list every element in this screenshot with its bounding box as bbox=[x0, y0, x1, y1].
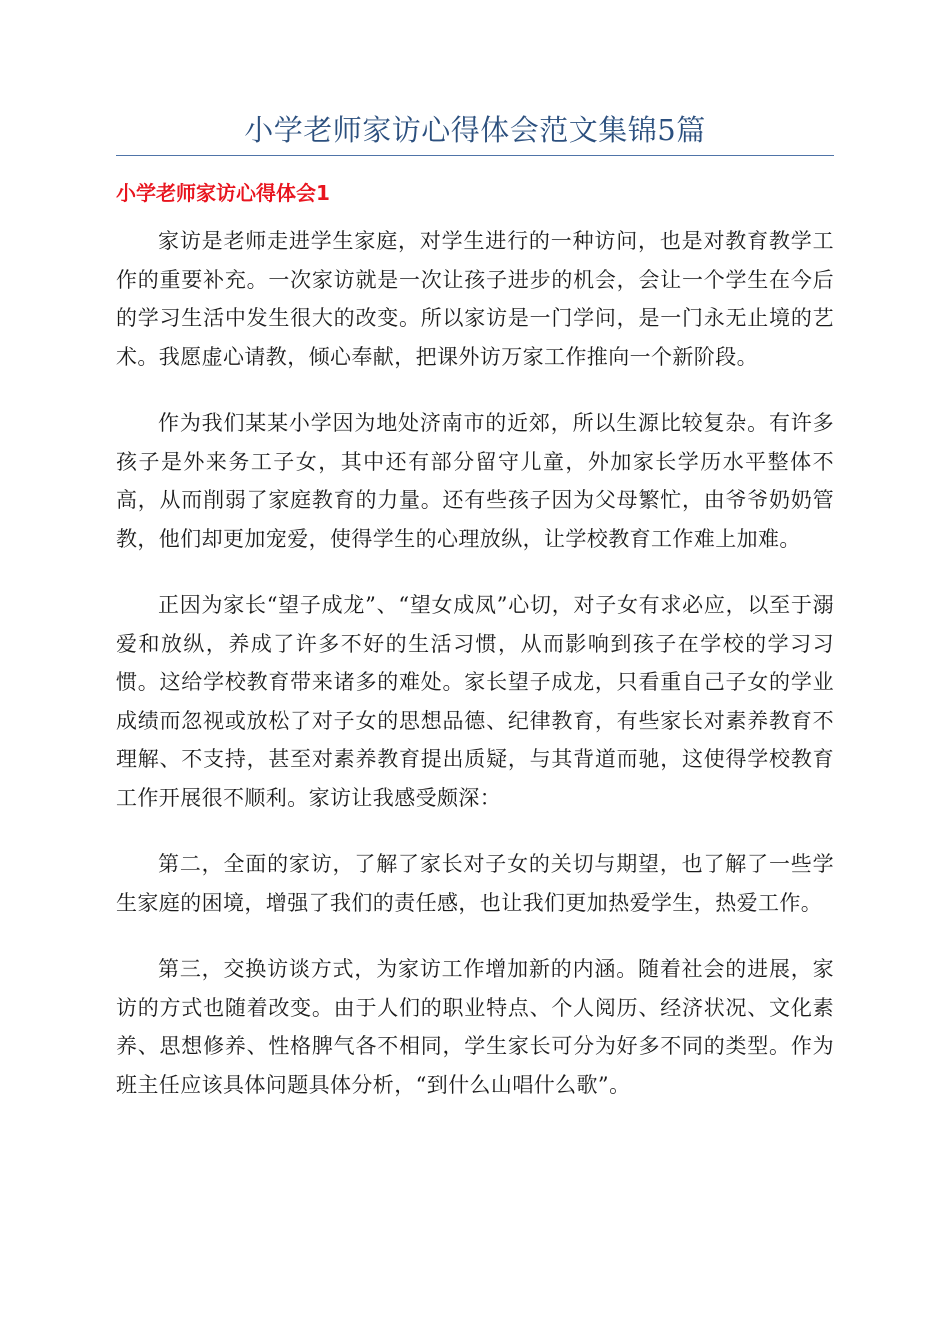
paragraph-1: 家访是老师走进学生家庭，对学生进行的一种访问，也是对教育教学工作的重要补充。一次家访就是一次让孩子进步的机会，会让一个学生在今后的学习生活中发生很大的改变。所以家访是一门学问，是一门永无止境的艺术。我愿虚心请教，倾心奉献，把课外访万家工作推向一个新阶段。 bbox=[116, 229, 834, 369]
paragraph-2: 作为我们某某小学因为地处济南市的近郊，所以生源比较复杂。有许多孩子是外来务工子女，其中还有部分留守儿童，外加家长学历水平整体不高，从而削弱了家庭教育的力量。还有些孩子因为父母繁忙，由爷爷奶奶管教，他们却更加宠爱，使得学生的心理放纵，让学校教育工作难上加难。 bbox=[116, 411, 834, 551]
paragraph-3: 正因为家长“望子成龙”、“望女成凤”心切，对子女有求必应，以至于溺爱和放纵，养成了许多不好的生活习惯，从而影响到孩子在学校的学习习惯。这给学校教育带来诸多的难处。家长望子成龙，只看重自己子女的学业成绩而忽视或放松了对子女的思想品德、纪律教育，有些家长对素养教育不理解、不支持，甚至对素养教育提出质疑，与其背道而驰，这使得学校教育工作开展很不顺利。家访让我感受颇深： bbox=[116, 593, 834, 810]
section-heading: 小学老师家访心得体会1 bbox=[116, 181, 330, 205]
paragraph-5: 第三，交换访谈方式，为家访工作增加新的内涵。随着社会的进展，家访的方式也随着改变。由于人们的职业特点、个人阅历、经济状况、文化素养、思想修养、性格脾气各不相同，学生家长可分为好多不同的类型。作为班主任应该具体问题具体分析，“到什么山唱什么歌”。 bbox=[116, 957, 834, 1097]
title-divider bbox=[116, 155, 834, 156]
paragraph-4: 第二，全面的家访，了解了家长对子女的关切与期望，也了解了一些学生家庭的困境，增强了我们的责任感，也让我们更加热爱学生，热爱工作。 bbox=[116, 852, 834, 915]
document-body bbox=[116, 222, 834, 1132]
document-title: 小学老师家访心得体会范文集锦5篇 bbox=[244, 113, 706, 147]
